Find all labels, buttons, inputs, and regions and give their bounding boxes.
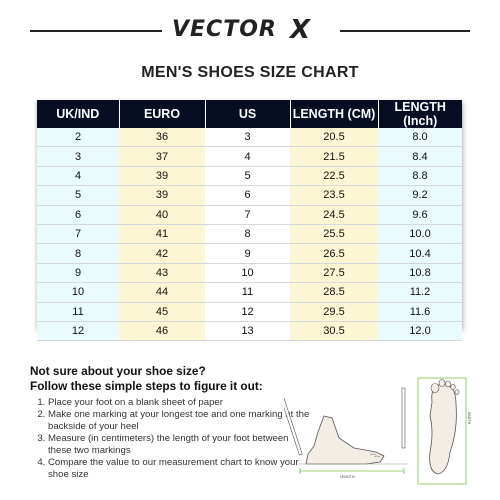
cell-length-inch: 9.6 [378,205,462,224]
cell-uk: 12 [37,321,119,340]
cell-length-cm: 21.5 [290,147,378,166]
cell-uk: 3 [37,147,119,166]
cell-uk: 4 [37,166,119,185]
cell-euro: 42 [119,244,205,263]
header-length-inch: LENGTH (Inch) [378,100,462,128]
cell-us: 8 [205,224,290,243]
cell-euro: 36 [119,128,205,147]
cell-length-inch: 11.2 [378,283,462,302]
cell-us: 6 [205,186,290,205]
cell-euro: 43 [119,263,205,282]
header-euro: EURO [119,100,205,128]
cell-euro: 37 [119,147,205,166]
step-item: 4. Compare the value to our measurement chart to know your shoe size [48,457,310,481]
steps-list [30,397,310,481]
pencil-left-icon [284,397,302,455]
cell-uk: 11 [37,302,119,321]
cell-length-cm: 20.5 [290,128,378,147]
measuring-instructions [30,364,310,481]
table-row [37,205,462,224]
cell-uk: 7 [37,224,119,243]
cell-uk: 5 [37,186,119,205]
help-subtitle: Follow these simple steps to figure it out: [30,379,263,393]
step-item: 2. Make one marking at your longest toe and one marking at the backside of your heel [48,409,310,433]
cell-euro: 46 [119,321,205,340]
cell-length-inch: 8.8 [378,166,462,185]
cell-length-cm: 27.5 [290,263,378,282]
step-item: 3. Measure (in centimeters) the length of your foot between these two markings [48,433,310,457]
cell-length-inch: 10.0 [378,224,462,243]
cell-length-cm: 22.5 [290,166,378,185]
cell-length-cm: 28.5 [290,283,378,302]
step-item: 1. Place your foot on a blank sheet of paper [48,397,310,409]
table-row [37,283,462,302]
size-table [37,100,462,341]
cell-uk: 6 [37,205,119,224]
cell-us: 4 [205,147,290,166]
cell-length-inch: 8.0 [378,128,462,147]
cell-length-inch: 11.6 [378,302,462,321]
cell-uk: 9 [37,263,119,282]
table-row [37,128,462,147]
cell-us: 5 [205,166,290,185]
pencil-right-icon [402,388,405,448]
width-label: WIDTH [467,412,471,425]
cell-length-inch: 10.4 [378,244,462,263]
header-uk-ind: UK/IND [37,100,119,128]
brand-logo-mark: X [290,15,311,45]
header-us: US [205,100,290,128]
cell-length-cm: 23.5 [290,186,378,205]
cell-us: 12 [205,302,290,321]
cell-euro: 45 [119,302,205,321]
foot-side-view-icon [306,416,384,464]
cell-length-cm: 26.5 [290,244,378,263]
cell-us: 3 [205,128,290,147]
chart-title: MEN'S SHOES SIZE CHART [141,64,359,81]
cell-length-cm: 29.5 [290,302,378,321]
ruler-length-icon [298,464,408,479]
table-row [37,302,462,321]
cell-length-inch: 12.0 [378,321,462,340]
cell-uk: 2 [37,128,119,147]
cell-length-cm: 24.5 [290,205,378,224]
cell-us: 13 [205,321,290,340]
header-length-cm: LENGTH (CM) [290,100,378,128]
cell-us: 11 [205,283,290,302]
foot-measure-svg [284,372,484,490]
help-question: Not sure about your shoe size? [30,364,206,378]
cell-length-cm: 30.5 [290,321,378,340]
cell-us: 7 [205,205,290,224]
cell-uk: 10 [37,283,119,302]
cell-length-cm: 25.5 [290,224,378,243]
table-row [37,166,462,185]
cell-euro: 39 [119,166,205,185]
footprint-top-view-icon [418,378,471,484]
brand-rule-left [30,30,162,32]
cell-length-inch: 8.4 [378,147,462,166]
cell-euro: 39 [119,186,205,205]
table-row [37,147,462,166]
table-row [37,244,462,263]
foot-measure-illustration [284,372,484,490]
table-row [37,224,462,243]
length-label: LENGTH [340,475,355,479]
brand-logo-text: VECTOR [172,17,277,42]
table-header-row [37,100,462,128]
table-row [37,321,462,340]
cell-length-inch: 9.2 [378,186,462,205]
brand-logo [172,17,332,47]
table-row [37,186,462,205]
cell-euro: 40 [119,205,205,224]
cell-euro: 41 [119,224,205,243]
cell-uk: 8 [37,244,119,263]
cell-length-inch: 10.8 [378,263,462,282]
cell-us: 10 [205,263,290,282]
cell-euro: 44 [119,283,205,302]
table-row [37,263,462,282]
brand-rule-right [340,30,470,32]
cell-us: 9 [205,244,290,263]
size-table-card [37,100,462,338]
brand-header [0,14,500,48]
